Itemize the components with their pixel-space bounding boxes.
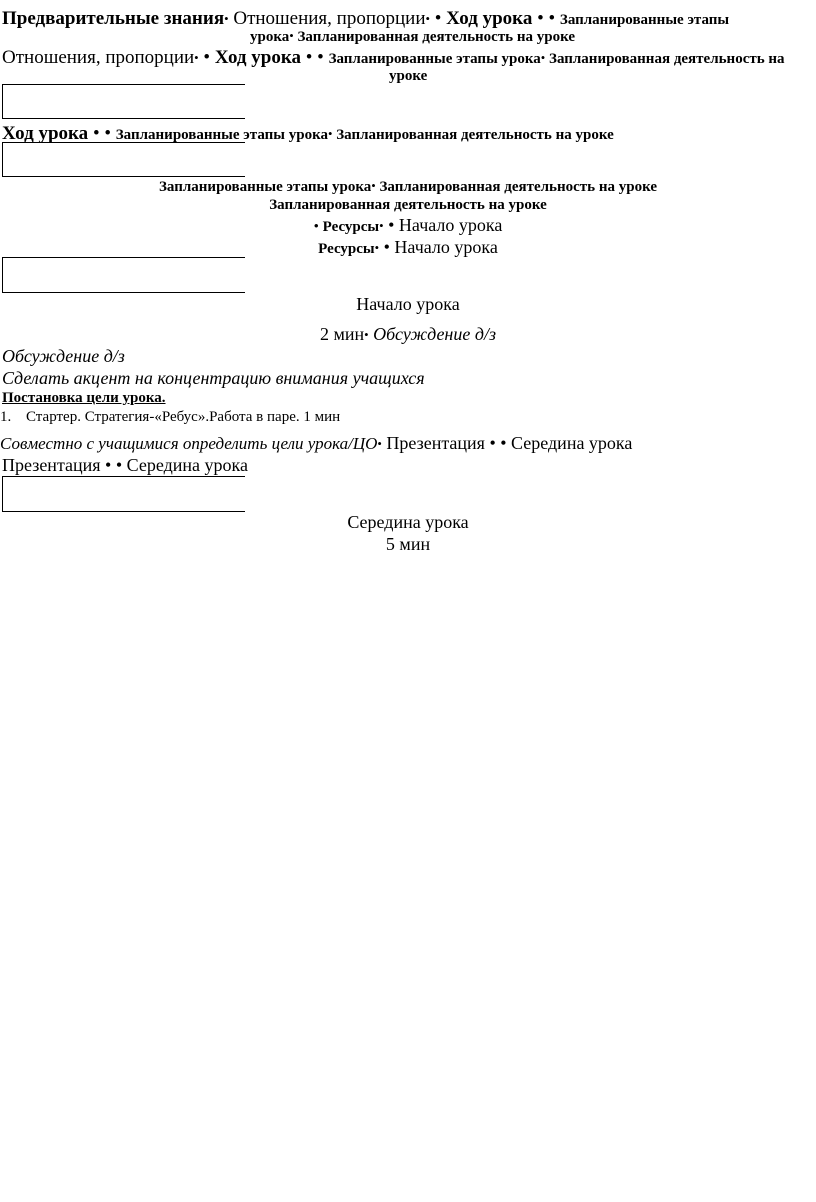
bullet-icon: • — [371, 178, 376, 193]
bullet-icon: • — [425, 11, 430, 26]
section-heading-goal-setting: Постановка цели урока. — [2, 390, 166, 406]
text-planned-stages: Запланированные этапы урока — [159, 179, 372, 195]
text-lesson: урока — [250, 29, 290, 45]
text-bullets: • — [313, 219, 323, 235]
text-bullets: • • — [88, 123, 116, 144]
line-16 — [0, 434, 632, 453]
line-6 — [0, 179, 816, 195]
bullet-icon: • — [194, 50, 199, 65]
text-homework-discussion: Обсуждение д/з — [2, 346, 125, 366]
line-7 — [0, 197, 816, 213]
line-5 — [2, 124, 614, 143]
text-bullets: • — [430, 8, 447, 29]
line-9 — [0, 238, 816, 257]
bullet-icon: • — [379, 218, 384, 233]
table-cell-frame — [2, 142, 245, 177]
text-homework-discussion: Обсуждение д/з — [368, 324, 496, 344]
line-18 — [0, 513, 816, 532]
line-17 — [2, 456, 248, 475]
line-4 — [389, 68, 427, 84]
line-10 — [0, 295, 816, 314]
text-planned-stages: Запланированные этапы урока — [328, 51, 541, 67]
text-presentation-middle: Презентация • • Середина урока — [381, 433, 633, 453]
line-19 — [0, 535, 816, 554]
text-presentation-middle: Презентация • • Середина урока — [2, 455, 249, 475]
text-resources: Ресурсы — [322, 219, 380, 235]
text-define-goals: Совместно с учащимися определить цели урока/ЦО — [0, 434, 378, 453]
bullet-icon: • — [289, 28, 294, 43]
text-relations: Отношения, пропорции — [2, 47, 195, 68]
bullet-icon: • — [327, 126, 333, 141]
text-prior-knowledge: Предварительные знания — [2, 8, 225, 29]
bullet-icon: • — [224, 11, 229, 26]
text-lesson-start: Начало урока — [356, 294, 460, 314]
text-resources: Ресурсы — [318, 241, 375, 257]
text-planned-stages: Запланированные этапы урока — [115, 127, 328, 143]
text-planned-activity: Запланированная деятельность на уроке — [269, 197, 547, 213]
text-bullets: • • — [532, 8, 560, 29]
text-relations: Отношения, пропорции — [228, 8, 426, 29]
line-2 — [250, 29, 575, 45]
bullet-icon: • — [540, 50, 546, 65]
line-3 — [2, 48, 785, 67]
bullet-icon: • — [377, 436, 382, 451]
text-on-lesson: уроке — [389, 68, 428, 84]
text-lesson-course: Ход урока — [446, 8, 533, 29]
text-lesson-middle: Середина урока — [347, 512, 469, 532]
text-lesson-course: Ход урока — [2, 123, 89, 144]
line-1 — [2, 9, 729, 28]
line-12 — [2, 347, 125, 366]
text-starter-strategy: Стартер. Стратегия-«Ребус».Работа в паре. 1 мин — [26, 409, 341, 425]
line-11 — [0, 325, 816, 344]
text-attention-focus: Сделать акцент на концентрацию внимания учащихся — [2, 368, 425, 388]
line-8 — [0, 216, 816, 235]
list-number: 1. — [0, 409, 12, 425]
text-lesson-course: Ход урока — [214, 47, 301, 68]
text-lesson-start: • Начало урока — [383, 215, 503, 235]
text-planned-activity: Запланированная деятельность на уроке — [332, 127, 614, 143]
text-planned-activity: Запланированная деятельность на уроке — [375, 179, 657, 195]
table-cell-frame — [2, 84, 245, 119]
line-14 — [2, 390, 166, 406]
text-duration: 2 мин — [320, 324, 365, 344]
text-planned-activity: Запланированная деятельность на — [545, 51, 785, 67]
bullet-icon: • — [374, 240, 380, 255]
text-bullets: • • — [301, 47, 329, 68]
text-lesson-start: • Начало урока — [379, 237, 498, 257]
bullet-icon: • — [364, 327, 369, 342]
text-planned-stages: Запланированные этапы — [559, 12, 730, 28]
text-planned-activity: Запланированная деятельность на уроке — [293, 29, 576, 45]
text-bullets: • — [198, 47, 215, 68]
line-13 — [2, 369, 425, 388]
text-duration-5min: 5 мин — [385, 534, 431, 554]
line-15 — [0, 409, 340, 425]
table-cell-frame — [2, 257, 245, 293]
table-cell-frame — [2, 476, 245, 512]
